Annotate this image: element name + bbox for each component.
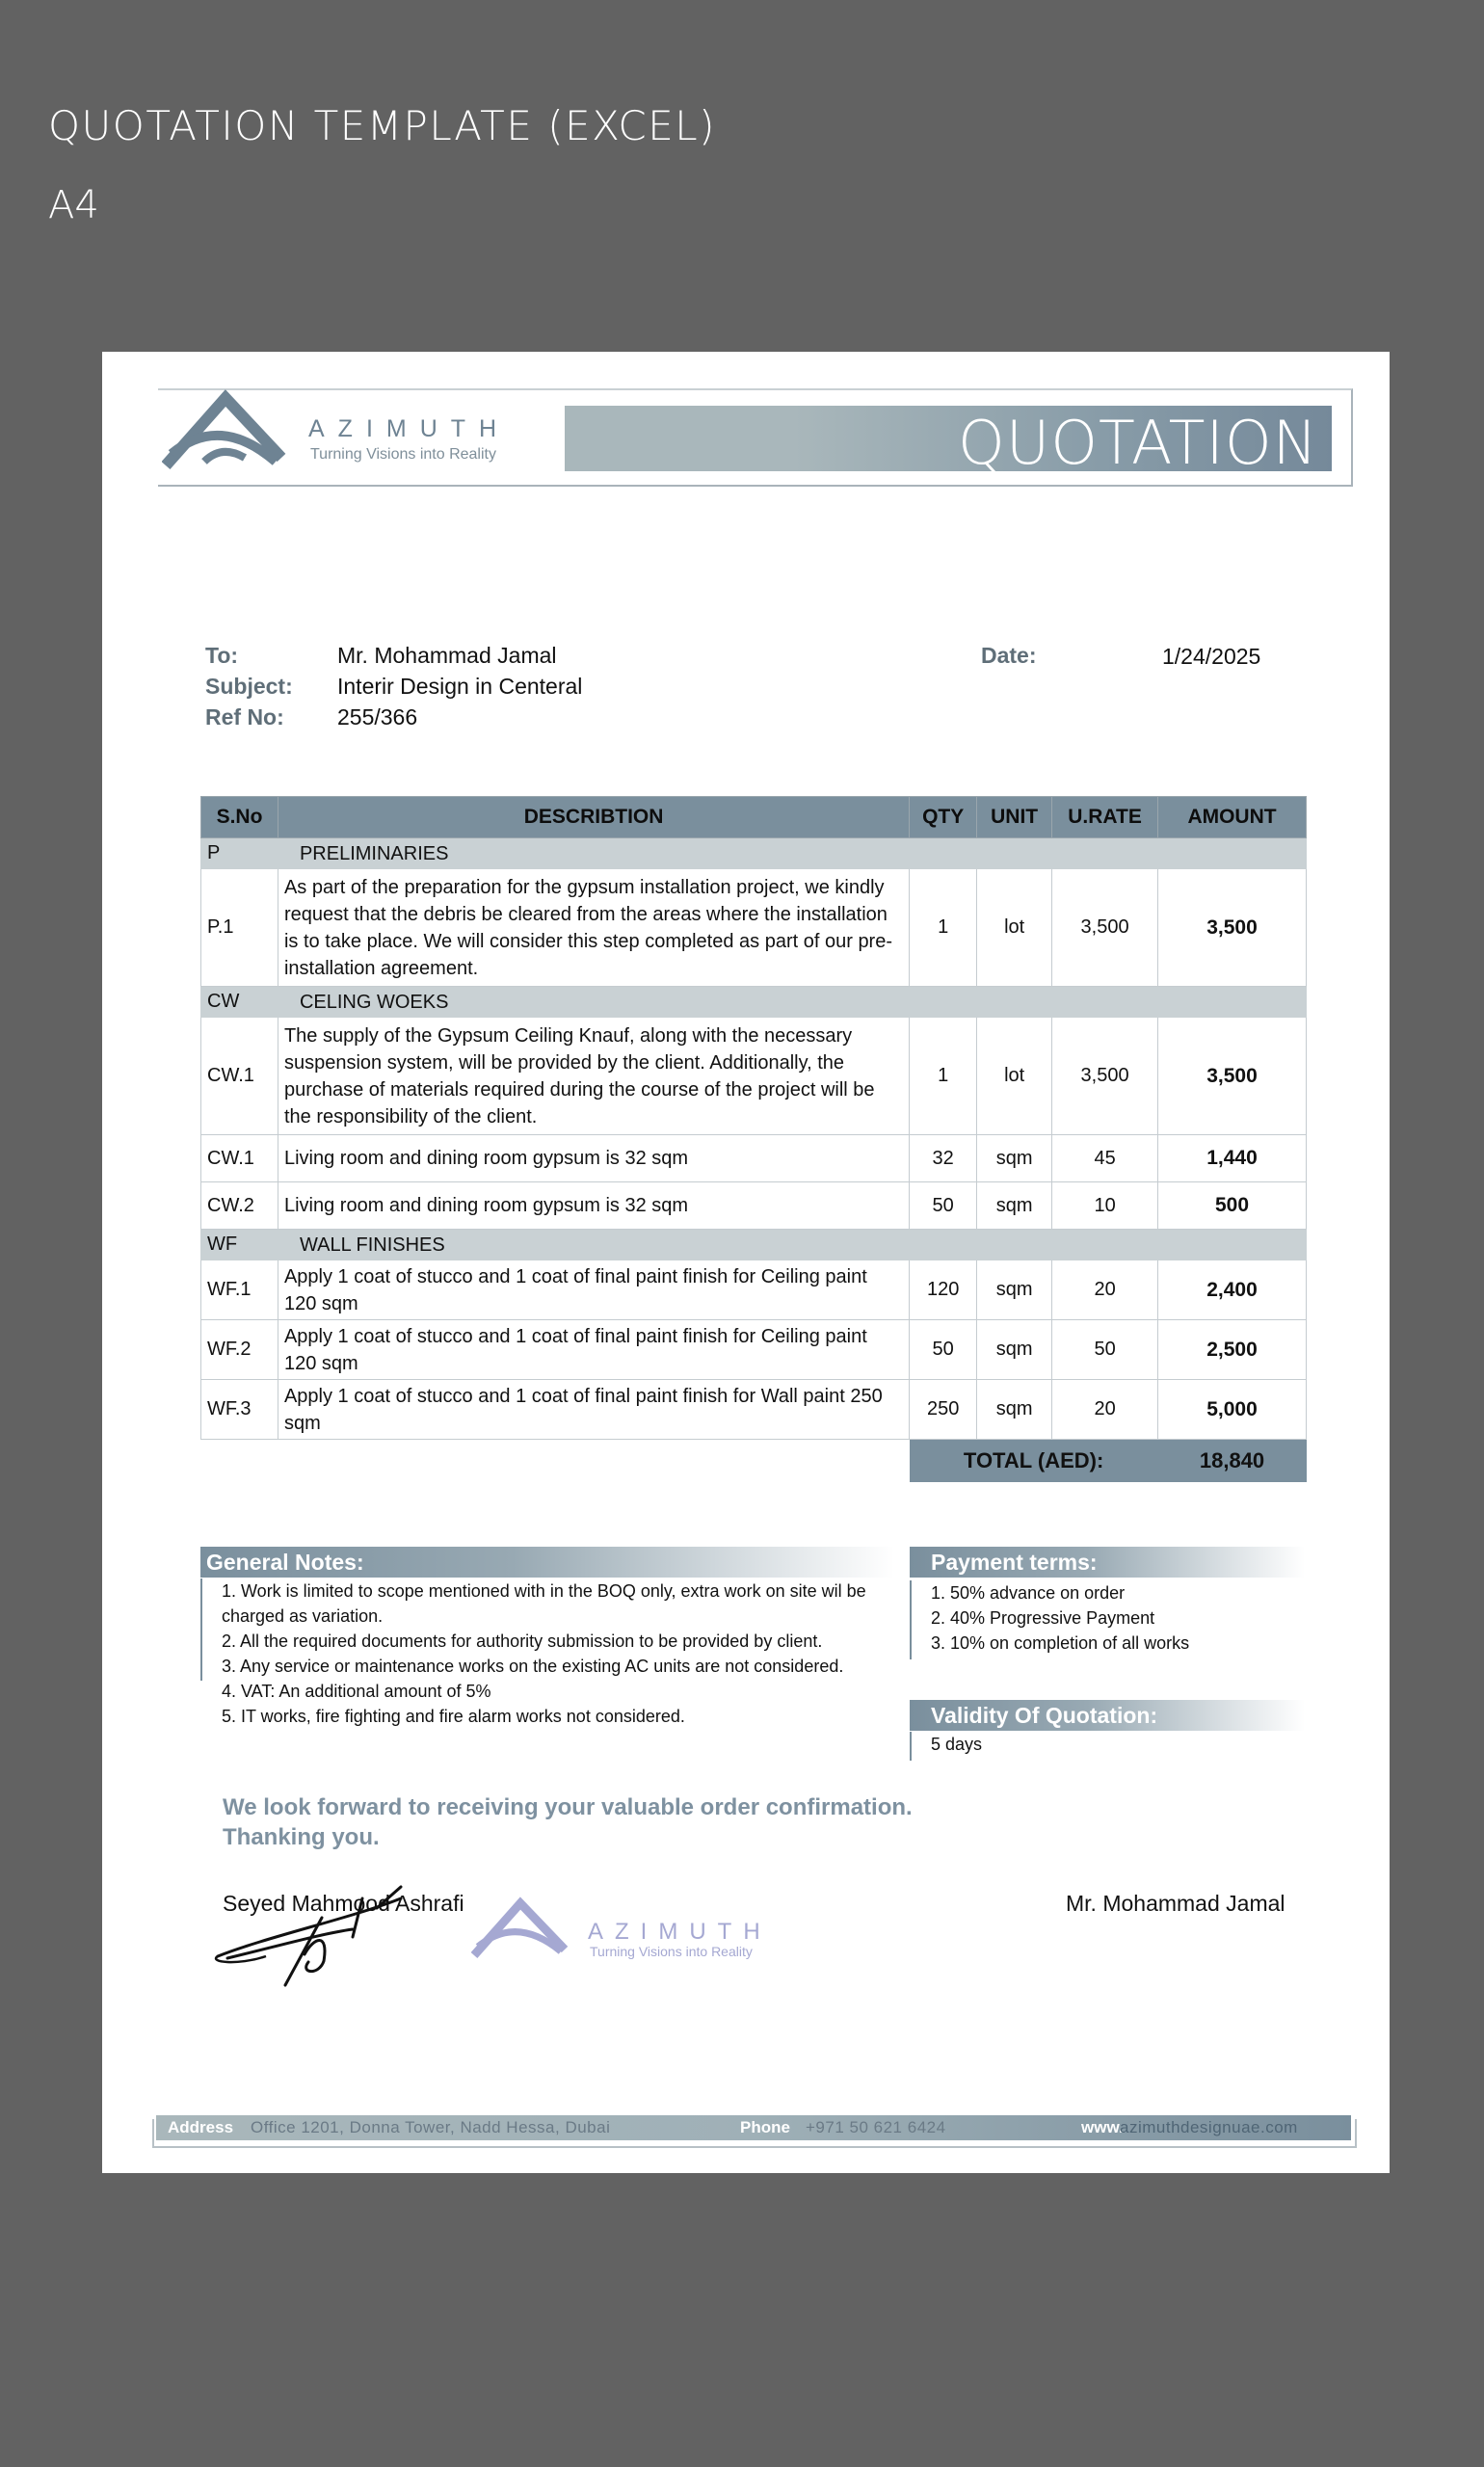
closing-line-1: We look forward to receiving your valuable order confirmation. bbox=[223, 1794, 913, 1820]
validity-box bbox=[910, 1732, 1305, 1761]
row-description: Apply 1 coat of stucco and 1 coat of final paint finish for Wall paint 250 sqm bbox=[278, 1380, 909, 1440]
row-rate: 3,500 bbox=[1052, 1018, 1158, 1135]
list-item: 1. Work is limited to scope mentioned with in the BOQ only, extra work on site wil be charged as variation. bbox=[222, 1581, 866, 1626]
row-sno: CW.2 bbox=[201, 1182, 278, 1230]
quotation-banner bbox=[565, 406, 1332, 478]
row-sno: CW bbox=[201, 987, 278, 1018]
stamp-brand-name: AZIMUTH bbox=[588, 1919, 772, 1945]
row-rate: 50 bbox=[1052, 1320, 1158, 1380]
row-amount: 5,000 bbox=[1158, 1380, 1307, 1440]
list-item: 2. 40% Progressive Payment bbox=[931, 1608, 1155, 1628]
row-unit: lot bbox=[977, 1018, 1052, 1135]
total-row bbox=[201, 1440, 1307, 1483]
quotation-banner-title: QUOTATION bbox=[958, 408, 1318, 478]
closing-message bbox=[223, 1792, 913, 1852]
to-value: Mr. Mohammad Jamal bbox=[337, 643, 557, 668]
row-amount: 1,440 bbox=[1158, 1135, 1307, 1182]
table-section-row bbox=[201, 1230, 1307, 1260]
list-item: 1. 50% advance on order bbox=[931, 1583, 1126, 1603]
table-row bbox=[201, 1260, 1307, 1320]
footer-bar bbox=[156, 2115, 1351, 2140]
row-rate: 20 bbox=[1052, 1260, 1158, 1320]
list-item: 3. Any service or maintenance works on the existing AC units are not considered. bbox=[222, 1657, 844, 1676]
table-row bbox=[201, 1135, 1307, 1182]
azimuth-logo-icon bbox=[162, 385, 293, 471]
footer-phone-value: +971 50 621 6424 bbox=[806, 2118, 946, 2136]
date-value: 1/24/2025 bbox=[1162, 644, 1261, 669]
total-value: 18,840 bbox=[1158, 1440, 1307, 1483]
row-description: PRELIMINARIES bbox=[278, 838, 1306, 869]
table-section-row bbox=[201, 838, 1307, 869]
footer-web-label: www. bbox=[1081, 2118, 1124, 2136]
row-amount: 500 bbox=[1158, 1182, 1307, 1230]
general-notes-list bbox=[200, 1578, 894, 1726]
row-unit: sqm bbox=[977, 1135, 1052, 1182]
stamp-logo-icon bbox=[470, 1894, 572, 1961]
signature-icon bbox=[208, 1879, 439, 1995]
row-description: Apply 1 coat of stucco and 1 coat of final paint finish for Ceiling paint 120 sqm bbox=[278, 1260, 909, 1320]
payment-terms-list bbox=[910, 1580, 1305, 1659]
subject-label: Subject: bbox=[205, 674, 293, 699]
stamp-brand-tagline: Turning Visions into Reality bbox=[590, 1944, 753, 1959]
row-sno: WF.3 bbox=[201, 1380, 278, 1440]
row-qty: 1 bbox=[910, 1018, 977, 1135]
row-qty: 50 bbox=[910, 1182, 977, 1230]
validity-value: 5 days bbox=[931, 1735, 983, 1754]
row-rate: 3,500 bbox=[1052, 869, 1158, 987]
page-heading: QUOTATION TEMPLATE (EXCEL) bbox=[48, 102, 717, 149]
footer-phone-label: Phone bbox=[740, 2118, 790, 2136]
header-qty: QTY bbox=[910, 797, 977, 838]
validity-title: Validity Of Quotation: bbox=[910, 1700, 1305, 1731]
row-qty: 50 bbox=[910, 1320, 977, 1380]
table-section-row bbox=[201, 987, 1307, 1018]
table-row bbox=[201, 1320, 1307, 1380]
header-sno: S.No bbox=[201, 797, 278, 838]
list-item: 2. All the required documents for authority submission to be provided by client. bbox=[222, 1631, 823, 1651]
row-amount: 2,400 bbox=[1158, 1260, 1307, 1320]
header-unit: UNIT bbox=[977, 797, 1052, 838]
row-rate: 45 bbox=[1052, 1135, 1158, 1182]
list-item: 3. 10% on completion of all works bbox=[931, 1633, 1190, 1653]
row-unit: sqm bbox=[977, 1260, 1052, 1320]
closing-line-2: Thanking you. bbox=[223, 1824, 380, 1850]
list-item: 4. VAT: An additional amount of 5% bbox=[222, 1682, 491, 1701]
row-description: Living room and dining room gypsum is 32 sqm bbox=[278, 1135, 909, 1182]
footer-web-value: azimuthdesignuae.com bbox=[1120, 2118, 1298, 2136]
items-table bbox=[200, 796, 1307, 1482]
row-qty: 32 bbox=[910, 1135, 977, 1182]
row-unit: sqm bbox=[977, 1380, 1052, 1440]
list-item: 5. IT works, fire fighting and fire alarm works not considered. bbox=[222, 1707, 685, 1726]
total-label: TOTAL (AED): bbox=[910, 1440, 1158, 1483]
row-sno: P.1 bbox=[201, 869, 278, 987]
table-row bbox=[201, 1182, 1307, 1230]
row-qty: 120 bbox=[910, 1260, 977, 1320]
row-rate: 20 bbox=[1052, 1380, 1158, 1440]
brand-tagline: Turning Visions into Reality bbox=[310, 446, 496, 463]
date-label: Date: bbox=[981, 643, 1037, 668]
row-sno: WF.1 bbox=[201, 1260, 278, 1320]
row-description: Apply 1 coat of stucco and 1 coat of final paint finish for Ceiling paint 120 sqm bbox=[278, 1320, 909, 1380]
to-label: To: bbox=[205, 643, 239, 668]
footer-address-value: Office 1201, Donna Tower, Nadd Hessa, Dubai bbox=[251, 2118, 611, 2136]
ref-value: 255/366 bbox=[337, 704, 418, 729]
row-amount: 3,500 bbox=[1158, 869, 1307, 987]
row-sno: P bbox=[201, 838, 278, 869]
brand-name: AZIMUTH bbox=[308, 415, 511, 442]
signer-right: Mr. Mohammad Jamal bbox=[1066, 1891, 1285, 1916]
row-rate: 10 bbox=[1052, 1182, 1158, 1230]
footer-address-label: Address bbox=[168, 2118, 234, 2136]
table-row bbox=[201, 1018, 1307, 1135]
table-row bbox=[201, 869, 1307, 987]
header-description: DESCRIBTION bbox=[278, 797, 909, 838]
row-unit: lot bbox=[977, 869, 1052, 987]
table-row bbox=[201, 1380, 1307, 1440]
ref-label: Ref No: bbox=[205, 704, 284, 729]
row-amount: 3,500 bbox=[1158, 1018, 1307, 1135]
row-sno: WF.2 bbox=[201, 1320, 278, 1380]
subject-value: Interir Design in Centeral bbox=[337, 674, 583, 699]
page-subheading: A4 bbox=[48, 183, 99, 227]
row-amount: 2,500 bbox=[1158, 1320, 1307, 1380]
row-sno: WF bbox=[201, 1230, 278, 1260]
row-unit: sqm bbox=[977, 1182, 1052, 1230]
row-description: As part of the preparation for the gypsum installation project, we kindly request that the debris be cleared from the areas where the installation is to take place. We will consider this step completed as part of our pre-installation agreement. bbox=[278, 869, 909, 987]
signer-left: Seyed Mahmood Ashrafi bbox=[223, 1891, 464, 1916]
row-description: CELING WOEKS bbox=[278, 987, 1306, 1018]
row-description: Living room and dining room gypsum is 32 sqm bbox=[278, 1182, 909, 1230]
row-qty: 250 bbox=[910, 1380, 977, 1440]
quotation-sheet bbox=[102, 352, 1390, 2173]
payment-terms-title: Payment terms: bbox=[910, 1547, 1305, 1578]
table-header-row bbox=[201, 797, 1307, 838]
header-amount: AMOUNT bbox=[1158, 797, 1307, 838]
row-description: The supply of the Gypsum Ceiling Knauf, along with the necessary suspension system, will be provided by the client. Additionally, the purchase of materials required during the course of the project will be the responsibility of the client. bbox=[278, 1018, 909, 1135]
row-qty: 1 bbox=[910, 869, 977, 987]
general-notes-title: General Notes: bbox=[200, 1547, 894, 1578]
row-sno: CW.1 bbox=[201, 1135, 278, 1182]
header-rate: U.RATE bbox=[1052, 797, 1158, 838]
row-sno: CW.1 bbox=[201, 1018, 278, 1135]
row-description: WALL FINISHES bbox=[278, 1230, 1306, 1260]
row-unit: sqm bbox=[977, 1320, 1052, 1380]
